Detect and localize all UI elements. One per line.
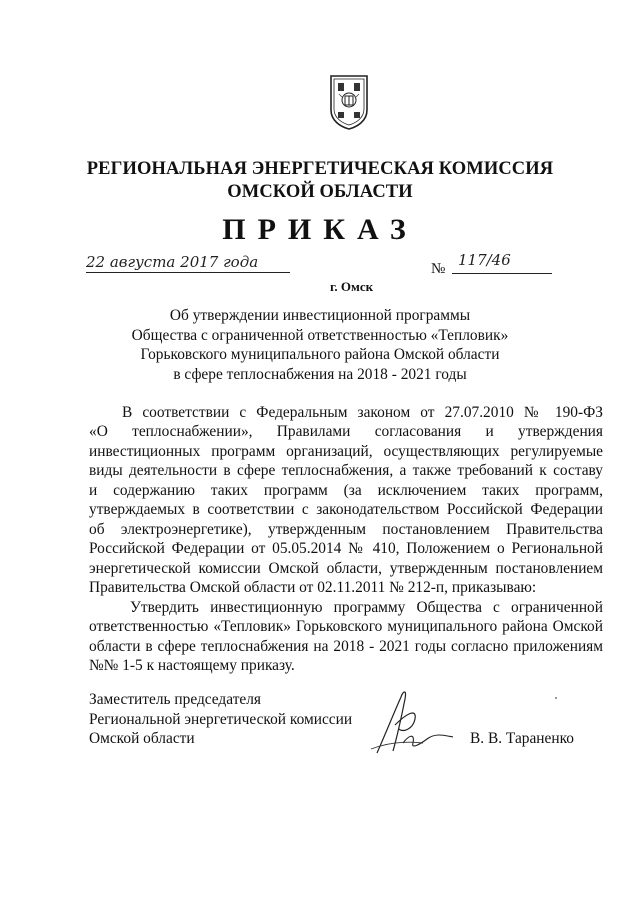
document-title: ПРИКАЗ: [222, 213, 418, 246]
body-line: утверждаемых в соответствии с законодательством Российской Федерации: [89, 501, 603, 518]
body-line: В соответствии с Федеральным законом от 27.07.2010 № 190-ФЗ: [122, 404, 603, 421]
body-line: энергетической комиссии Омской области, утвержденным постановлением: [89, 560, 603, 577]
body-line: области в сфере теплоснабжения на 2018 - 2021 годы согласно приложениям: [89, 638, 603, 655]
signer-position-line3: Омской области: [89, 730, 195, 747]
body-line: №№ 1-5 к настоящему приказу.: [89, 657, 295, 674]
body-line: Утвердить инвестиционную программу Общества с ограниченной: [130, 599, 603, 616]
body-line: ответственностью «Тепловик» Горьковского муниципального района Омской: [89, 618, 603, 635]
handwritten-signature: [357, 685, 467, 757]
city: г. Омск: [330, 279, 374, 294]
order-date-handwritten: 22 августа 2017 года: [86, 253, 259, 271]
subject-line: в сфере теплоснабжения на 2018 - 2021 годы: [173, 366, 467, 383]
date-underline: [86, 272, 290, 273]
omsk-coat-of-arms-icon: [329, 74, 369, 130]
signer-position-line2: Региональной энергетической комиссии: [89, 711, 353, 728]
signer-position-line1: Заместитель председателя: [89, 691, 262, 708]
signer-name: В. В. Тараненко: [470, 730, 574, 747]
body-line: виды деятельности в сфере теплоснабжения, а также требований к составу: [89, 462, 603, 479]
order-number-label: №: [431, 261, 446, 277]
number-underline: [452, 273, 552, 274]
organization-name-line2: ОМСКОЙ ОБЛАСТИ: [227, 182, 413, 202]
subject-line: Общества с ограниченной ответственностью «Тепловик»: [131, 327, 509, 344]
body-line: инвестиционных программ организаций, осуществляющих регулируемые: [89, 443, 603, 460]
body-line: об электроэнергетике), утвержденным постановлением Правительства: [89, 521, 603, 538]
body-line: и содержанию таких программ (за исключением таких программ,: [89, 482, 603, 499]
body-line: Российской Федерации от 05.05.2014 № 410, Положением о Региональной: [89, 540, 603, 557]
organization-name-line1: РЕГИОНАЛЬНАЯ ЭНЕРГЕТИЧЕСКАЯ КОМИССИЯ: [86, 159, 554, 179]
body-line: «О теплоснабжении», Правилами согласования и утверждения: [89, 423, 603, 440]
order-number-handwritten: 117/46: [458, 251, 511, 269]
subject-line: Горьковского муниципального района Омской области: [140, 346, 500, 363]
scan-speck: [555, 697, 557, 699]
subject-line: Об утверждении инвестиционной программы: [169, 307, 471, 324]
body-line: Правительства Омской области от 02.11.2011 № 212-п, приказываю:: [89, 579, 537, 596]
